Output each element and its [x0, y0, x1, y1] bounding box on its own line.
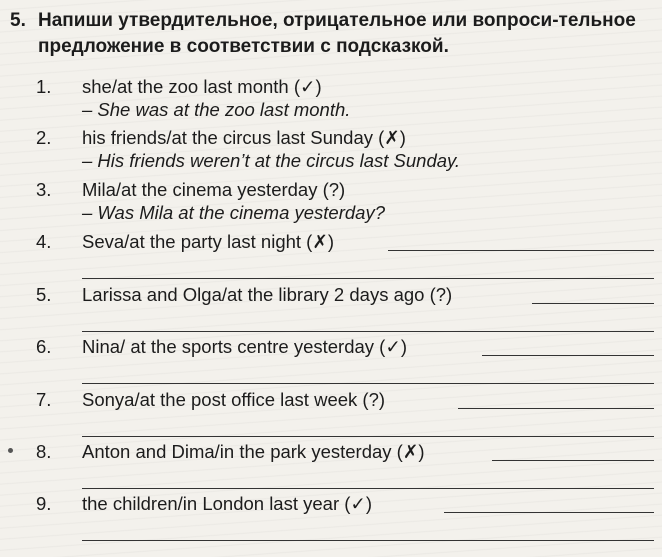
item-number: 4. [36, 231, 52, 252]
bullet-mark [8, 448, 13, 453]
item-prompt: Sonya/at the post office last week (?) [82, 389, 386, 410]
answer-line[interactable] [82, 436, 654, 437]
answer-line[interactable] [388, 250, 654, 251]
item-number: 9. [36, 493, 52, 514]
item-number: 6. [36, 336, 52, 357]
item-prompt: Mila/at the cinema yesterday (?) [82, 179, 346, 200]
answer-line[interactable] [458, 408, 654, 409]
item-prompt: Nina/ at the sports centre yesterday (✓) [82, 336, 407, 357]
item-prompt: Anton and Dima/in the park yesterday (✗) [82, 441, 425, 462]
answer-line[interactable] [532, 303, 654, 304]
answer-line[interactable] [82, 383, 654, 384]
item-number: 7. [36, 389, 52, 410]
answer-line[interactable] [82, 278, 654, 279]
item-number: 1. [36, 76, 52, 97]
answer-line[interactable] [492, 460, 654, 461]
item-answer: – Was Mila at the cinema yesterday? [82, 202, 385, 223]
exercise-instruction: Напиши утвердительное, отрицательное или вопроси-тельное предложение в соответствии с подсказкой. [38, 10, 636, 57]
answer-line[interactable] [82, 488, 654, 489]
item-number: 5. [36, 284, 52, 305]
answer-line[interactable] [82, 331, 654, 332]
item-number: 8. [36, 441, 52, 462]
item-prompt: she/at the zoo last month (✓) [82, 76, 322, 97]
item-answer: – She was at the zoo last month. [82, 99, 351, 120]
answer-line[interactable] [82, 540, 654, 541]
item-prompt: his friends/at the circus last Sunday (✗) [82, 127, 406, 148]
item-answer: – His friends weren’t at the circus last Sunday. [82, 150, 461, 171]
item-number: 2. [36, 127, 52, 148]
item-prompt: Larissa and Olga/at the library 2 days ago (?) [82, 284, 453, 305]
exercise-number: 5. [10, 10, 26, 31]
item-prompt: Seva/at the party last night (✗) [82, 231, 335, 252]
answer-line[interactable] [444, 512, 654, 513]
item-prompt: the children/in London last year (✓) [82, 493, 373, 514]
answer-line[interactable] [482, 355, 654, 356]
item-number: 3. [36, 179, 52, 200]
